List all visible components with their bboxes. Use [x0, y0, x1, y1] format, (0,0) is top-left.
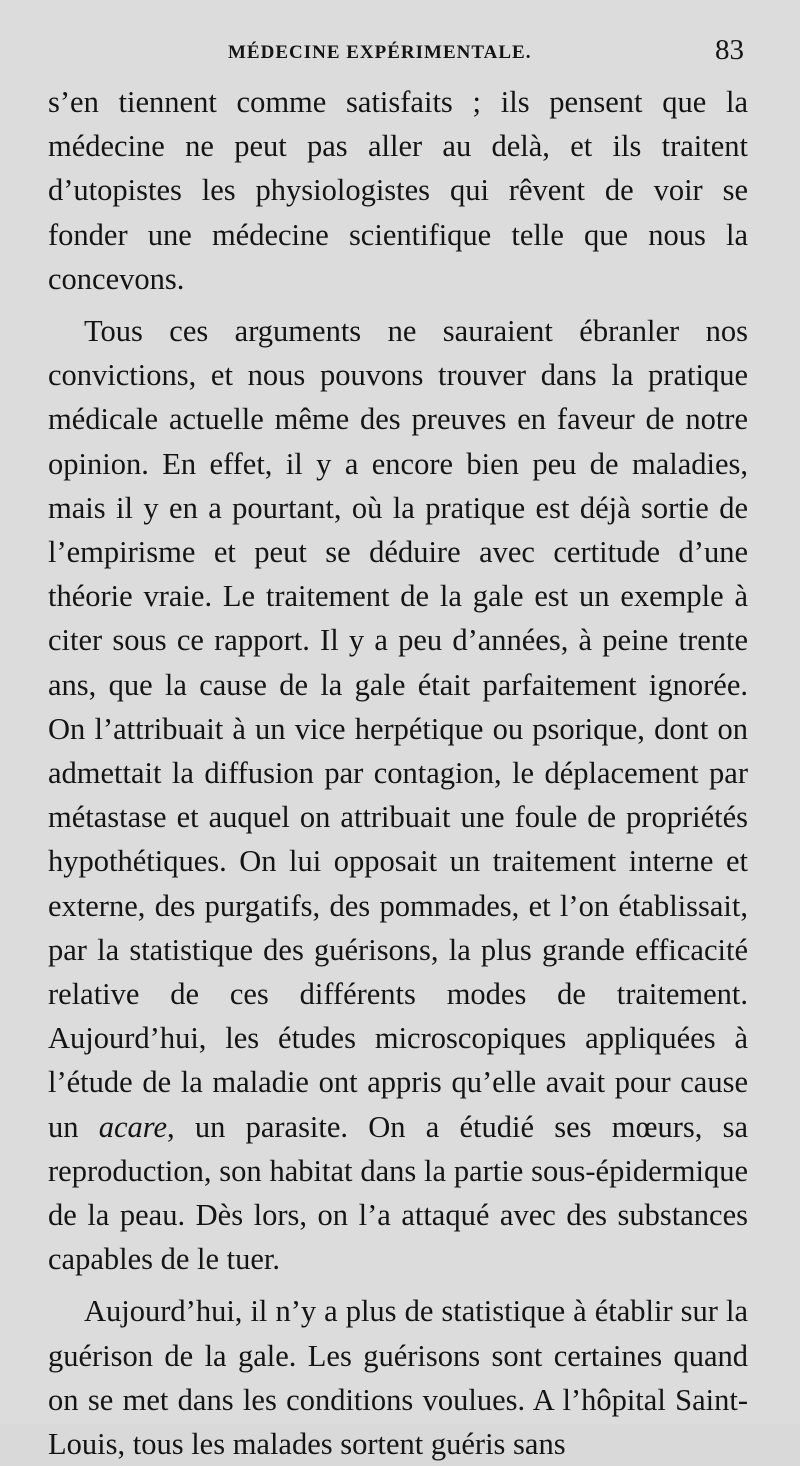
paragraph-3: Aujourd’hui, il n’y a plus de statistique à établir sur la guérison de la gale. Les guérisons sont certaines quand on se met dans les conditions voulues. A l’hôpital Saint-Louis, tous les malades sortent guéris sans	[48, 1294, 748, 1462]
paragraph-2-text-after: , un parasite. On a étudié ses mœurs, sa reproduction, son habitat dans la partie sous-épidermique de la peau. Dès lors, on l’a attaqué avec des substances capables de le tuer.	[48, 1109, 748, 1277]
paragraph-2	[48, 309, 748, 1281]
running-title: MÉDECINE EXPÉRIMENTALE.	[228, 42, 532, 63]
page-header	[48, 32, 744, 72]
paragraph-2-text: Tous ces arguments ne sauraient ébranler nos convictions, et nous pouvons trouver dans la pratique médicale actuelle même des preuves en faveur de notre opinion. En effet, il y a encore bien peu de maladies, mais il y en a pourtant, où la pratique est déjà sortie de l’empirisme et peut se déduire avec certitude d’une théorie vraie. Le traitement de la gale est un exemple à citer sous ce rapport. Il y a peu d’années, à peine trente ans, que la cause de la gale était parfaitement ignorée. On l’attribuait à un vice herpétique ou psorique, dont on admettait la diffusion par contagion, le déplacement par métastase et auquel on attribuait une foule de propriétés hypothétiques. On lui opposait un traitement interne et externe, des purgatifs, des pommades, et l’on établissait, par la statistique des guérisons, la plus grande efficacité relative de ces différents modes de traitement. Aujourd’hui, les études microscopiques appliquées à l’étude de la maladie ont appris qu’elle avait pour cause un	[48, 314, 748, 1144]
page-number: 83	[715, 34, 744, 66]
body-text	[48, 80, 748, 1466]
paragraph-1: s’en tiennent comme satisfaits ; ils pensent que la médecine ne peut pas aller au delà, et ils traitent d’utopistes les physiologistes qui rêvent de voir se fonder une médecine scientifique telle que nous la concevons.	[48, 85, 748, 296]
paragraph-2-italic-term: acare	[98, 1109, 168, 1144]
